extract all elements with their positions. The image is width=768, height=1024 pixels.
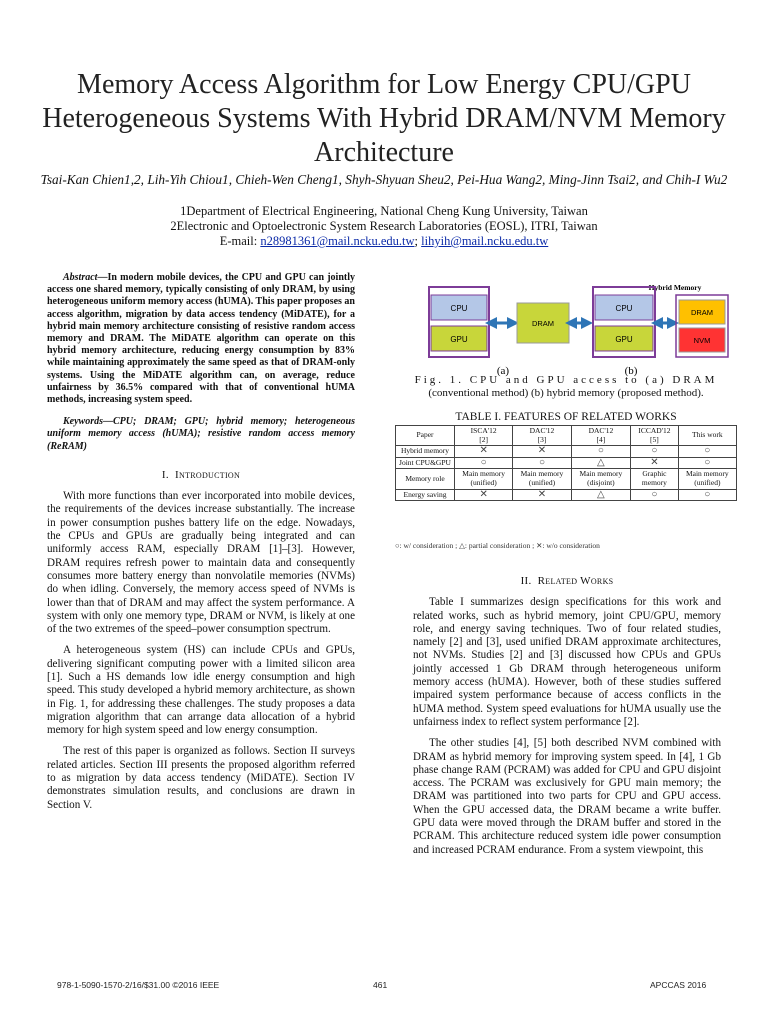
table-header-cell: ISCA'12 [2] — [455, 426, 513, 446]
table-row-label: Joint CPU&GPU — [396, 457, 455, 469]
left-column — [47, 272, 355, 820]
table-header-cell: This work — [678, 426, 736, 446]
abstract — [47, 272, 355, 406]
intro-paragraph-1: With more functions than ever incorporated into mobile devices, the requirements of the devices increase substantially. The increase in power consumption pushes battery life on the edge. Nowadays, the CPUs and GPUs are gradually being integrated and can uniformly access RAM, especially DRAM [1]–[3]. However, DRAM requires refresh power to maintain data and consequently consumes more battery energy than nonvolatile memories (NVMs) do when idling. Conversely, the memory access speed of NVMs is lower than that of DRAM and may affect the system performance. A system with only one memory type, DRAM or NVM, is likely at one of the two extremes of the speed–power consumption spectrum. — [47, 490, 355, 636]
table-cell: ○ — [513, 457, 571, 469]
hybrid-memory-label: Hybrid Memory — [648, 283, 702, 292]
table-row — [396, 489, 737, 501]
section-heading-introduction — [47, 469, 355, 482]
table-cell: ○ — [678, 489, 736, 501]
table-row — [396, 446, 737, 458]
table-cell: Main memory (unified) — [513, 469, 571, 489]
affiliation-1: 1Department of Electrical Engineering, National Cheng Kung University, Taiwan — [180, 204, 588, 218]
table-cell: ✕ — [513, 489, 571, 501]
table-1-legend: ○: w/ consideration ; △: partial consideration ; ✕: w/o consideration — [395, 541, 600, 550]
gpu-label-a: GPU — [450, 335, 468, 344]
table-row-label: Energy saving — [396, 489, 455, 501]
table-cell: ✕ — [455, 446, 513, 458]
table-row — [396, 469, 737, 489]
section-number: I. — [161, 468, 169, 481]
table-cell: ○ — [678, 457, 736, 469]
section-number: II. — [520, 575, 532, 587]
email-link-1[interactable]: n28981361@mail.ncku.edu.tw — [260, 234, 415, 248]
related-paragraph-2: The other studies [4], [5] both described NVM combined with DRAM as hybrid memory for improving system speed. In [4], 1 Gb phase change RAM (PCRAM) was added for CPU and GPU disjoint access. The PCRAM was exclusively for GPU main memory; the DRAM was partitioned into two parts for CPU and GPU access. When the GPU accessed data, the DRAM became a write buffer. GPU data were moved through the DRAM buffer and stored in the PCRAM. This architecture reduced system idle power consumption and increased PCRAM endurance. From a system viewpoint, this — [413, 737, 721, 856]
table-cell: ○ — [455, 457, 513, 469]
keywords: Keywords—CPU; DRAM; GPU; hybrid memory; heterogeneous uniform memory access (hUMA); resistive random access memory (ReRAM) — [47, 416, 355, 452]
footer-isbn: 978-1-5090-1570-2/16/$31.00 ©2016 IEEE — [57, 980, 220, 990]
table-header-row — [396, 426, 737, 446]
paper-title: Memory Access Algorithm for Low Energy CPU/GPU Heterogeneous Systems With Hybrid DRAM/NVM Memory Architecture — [42, 69, 726, 168]
table-header-cell: ICCAD'12 [5] — [631, 426, 678, 446]
footer-conference: APCCAS 2016 — [650, 980, 707, 990]
section-heading-related-works — [413, 575, 721, 588]
affiliation-2: 2Electronic and Optoelectronic System Research Laboratories (EOSL), ITRI, Taiwan — [170, 219, 598, 233]
table-1 — [395, 425, 737, 501]
nvm-label: NVM — [693, 336, 711, 345]
table-header-cell: Paper — [396, 426, 455, 446]
figure-label-a: (a) — [496, 365, 510, 377]
email-separator: ; — [414, 234, 422, 248]
cpu-label-b: CPU — [615, 304, 633, 313]
table-cell: ○ — [571, 446, 631, 458]
author-list: Tsai-Kan Chien1,2, Lih-Yih Chiou1, Chieh-Wen Cheng1, Shyh-Shyuan Sheu2, Pei-Hua Wang2, Ming-Jinn Tsai2, and Chih-I Wu2 — [40, 172, 728, 187]
related-paragraph-1: Table I summarizes design specifications for this work and related works, such as hybrid memory, joint CPU/GPU, memory role, and energy saving techniques. Two of four related studies, namely [2] and [3], used unified DRAM approximate architectures, not NVMs. Studies [2] and [3] discussed how CPUs and GPUs jointly accessed 1 Gb DRAM through heterogeneous uniform memory access (hUMA). However, both of these studies suffered impaired system performance because of access conflicts in the hUMA method. System speed evaluations for hUMA usually use the unfairness index to reflect system performance [2]. — [413, 596, 721, 728]
section-title: Related Works — [537, 575, 614, 587]
table-header-cell: DAC'12 [3] — [513, 426, 571, 446]
table-cell: ✕ — [513, 446, 571, 458]
intro-paragraph-3: The rest of this paper is organized as follows. Section II surveys related articles. Section III presents the proposed algorithm referred to as migration by data access tendency (MiDATE). Section IV demonstrates simulation results, and conclusions are drawn in Section V. — [47, 745, 355, 811]
figure-1-caption — [395, 374, 737, 400]
table-row-label: Hybrid memory — [396, 446, 455, 458]
table-cell: △ — [571, 489, 631, 501]
figure-label-b: (b) — [624, 365, 638, 377]
right-column — [413, 575, 721, 865]
table-cell: ○ — [631, 489, 678, 501]
affiliations — [40, 204, 728, 249]
footer-page-number: 461 — [373, 980, 388, 990]
abstract-text: —In modern mobile devices, the CPU and GPU can jointly access one shared memory, typically consisting of only DRAM, by using heterogeneous uniform memory access (hUMA). This paper proposes an access algorithm, migration by data access tendency (MiDATE), for a hybrid main memory architecture consisting of resistive random access memory and DRAM. The MiDATE algorithm can operate on this hybrid memory architecture, reducing energy consumption by 83% while maintaining approximately the same speed as that of DRAM-only systems. Using the MiDATE algorithm can, on average, reduce unfairness by 36.5% compared with that of conventional hUMA methods, increasing system speed. — [47, 272, 355, 406]
email-link-2[interactable]: lihyih@mail.ncku.edu.tw — [421, 234, 549, 248]
cpu-label-a: CPU — [450, 304, 468, 313]
section-title: Introduction — [175, 468, 241, 481]
gpu-label-b: GPU — [615, 335, 633, 344]
table-cell: △ — [571, 457, 631, 469]
table-cell: Main memory (unified) — [455, 469, 513, 489]
table-1-title: TABLE I. FEATURES OF RELATED WORKS — [455, 411, 677, 423]
table-cell: ○ — [631, 446, 678, 458]
email-label: E-mail: — [219, 234, 261, 248]
caption-line-2: (conventional method) (b) hybrid memory (proposed method). — [428, 387, 704, 399]
table-cell: Graphic memory — [631, 469, 678, 489]
table-cell: ✕ — [455, 489, 513, 501]
table-header-cell: DAC'12 [4] — [571, 426, 631, 446]
table-cell: Main memory (disjoint) — [571, 469, 631, 489]
intro-paragraph-2: A heterogeneous system (HS) can include CPUs and GPUs, delivering significant computing power with a limited silicon area [1]. Such a HS demands low idle energy consumption and high speed. This study developed a hybrid memory architecture, as shown in Fig. 1, for addressing these challenges. The study proposes a data migration algorithm that can arrange data allocation of a hybrid memory for high system speed and low energy consumption. — [47, 644, 355, 737]
table-row-label: Memory role — [396, 469, 455, 489]
figure-1-diagram — [413, 278, 731, 388]
table-row — [396, 457, 737, 469]
table-cell: Main memory (unified) — [678, 469, 736, 489]
dram-label-a: DRAM — [531, 319, 555, 328]
table-cell: ✕ — [631, 457, 678, 469]
caption-line-1: Fig. 1. CPU and GPU access to (a) DRAM — [414, 374, 718, 386]
table-cell: ○ — [678, 446, 736, 458]
dram-label-b: DRAM — [690, 308, 714, 317]
abstract-label: Abstract — [63, 272, 98, 283]
email-line — [40, 234, 728, 249]
